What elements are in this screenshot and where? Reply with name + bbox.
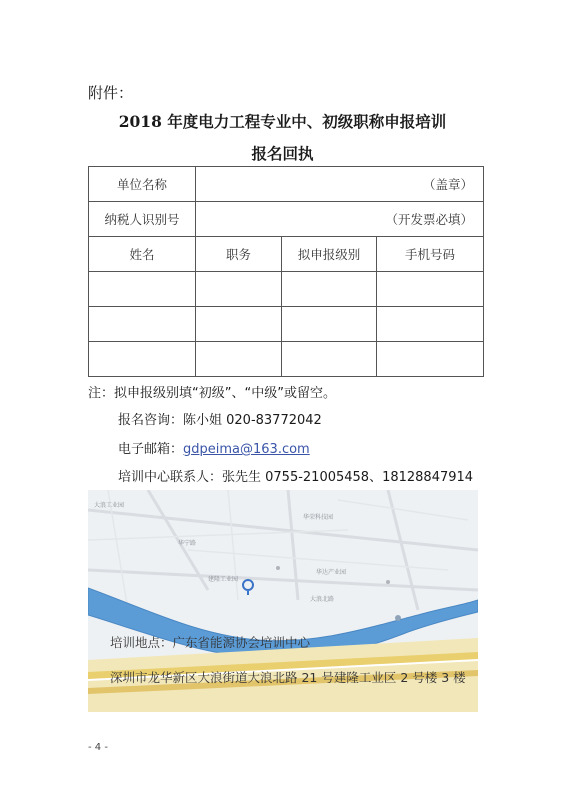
email-label: 电子邮箱： bbox=[118, 442, 184, 457]
name-cell[interactable] bbox=[89, 272, 196, 307]
position-cell[interactable] bbox=[196, 307, 282, 342]
training-location-label: 培训地点：广东省能源协会培训中心 bbox=[110, 635, 311, 650]
location-map[interactable] bbox=[88, 490, 478, 712]
column-header-phone: 手机号码 bbox=[377, 237, 484, 272]
level-cell[interactable] bbox=[282, 342, 377, 377]
unit-name-field[interactable] bbox=[196, 167, 484, 202]
column-header-level: 拟申报级别 bbox=[282, 237, 377, 272]
email-line bbox=[118, 438, 310, 457]
registration-form bbox=[88, 166, 484, 377]
email-link[interactable]: gdpeima@163.com bbox=[183, 442, 310, 457]
map-label: 华宁路 bbox=[178, 540, 197, 547]
name-cell[interactable] bbox=[89, 307, 196, 342]
page-number: - 4 - bbox=[88, 742, 108, 753]
table-row bbox=[89, 272, 484, 307]
tax-id-row bbox=[89, 202, 484, 237]
position-cell[interactable] bbox=[196, 272, 282, 307]
document-subtitle: 报名回执 bbox=[251, 144, 314, 163]
level-cell[interactable] bbox=[282, 307, 377, 342]
position-cell[interactable] bbox=[196, 342, 282, 377]
training-center-contact: 培训中心联系人：张先生 0755-21005458、18128847914 bbox=[118, 470, 474, 485]
map-label: 建隆工业园 bbox=[208, 576, 239, 583]
map-label: 华荣科技园 bbox=[303, 514, 334, 521]
column-header-name: 姓名 bbox=[89, 237, 196, 272]
phone-cell[interactable] bbox=[377, 342, 484, 377]
tax-id-hint: （开发票必填） bbox=[385, 212, 474, 227]
column-header-row bbox=[89, 237, 484, 272]
form-note: 注：拟申报级别填“初级”、“中级”或留空。 bbox=[88, 386, 336, 401]
level-cell[interactable] bbox=[282, 272, 377, 307]
table-row bbox=[89, 342, 484, 377]
name-cell[interactable] bbox=[89, 342, 196, 377]
tax-id-label: 纳税人识别号 bbox=[89, 202, 196, 237]
column-header-position: 职务 bbox=[196, 237, 282, 272]
unit-name-hint: （盖章） bbox=[423, 177, 474, 192]
phone-cell[interactable] bbox=[377, 307, 484, 342]
unit-name-row bbox=[89, 167, 484, 202]
consult-contact: 报名咨询：陈小姐 020-83772042 bbox=[118, 413, 322, 428]
training-address: 深圳市龙华新区大浪街道大浪北路 21 号建隆工业区 2 号楼 3 楼 bbox=[110, 670, 466, 685]
attachment-label: 附件： bbox=[88, 84, 134, 102]
map-label: 大浪北路 bbox=[310, 596, 335, 603]
map-label: 华达产业园 bbox=[316, 569, 347, 576]
table-row bbox=[89, 307, 484, 342]
tax-id-field[interactable] bbox=[196, 202, 484, 237]
phone-cell[interactable] bbox=[377, 272, 484, 307]
map-label: 大浪工业园 bbox=[94, 502, 125, 509]
unit-name-label: 单位名称 bbox=[89, 167, 196, 202]
location-pin-icon bbox=[243, 580, 253, 595]
document-title: 2018 年度电力工程专业中、初级职称申报培训 bbox=[118, 112, 447, 131]
